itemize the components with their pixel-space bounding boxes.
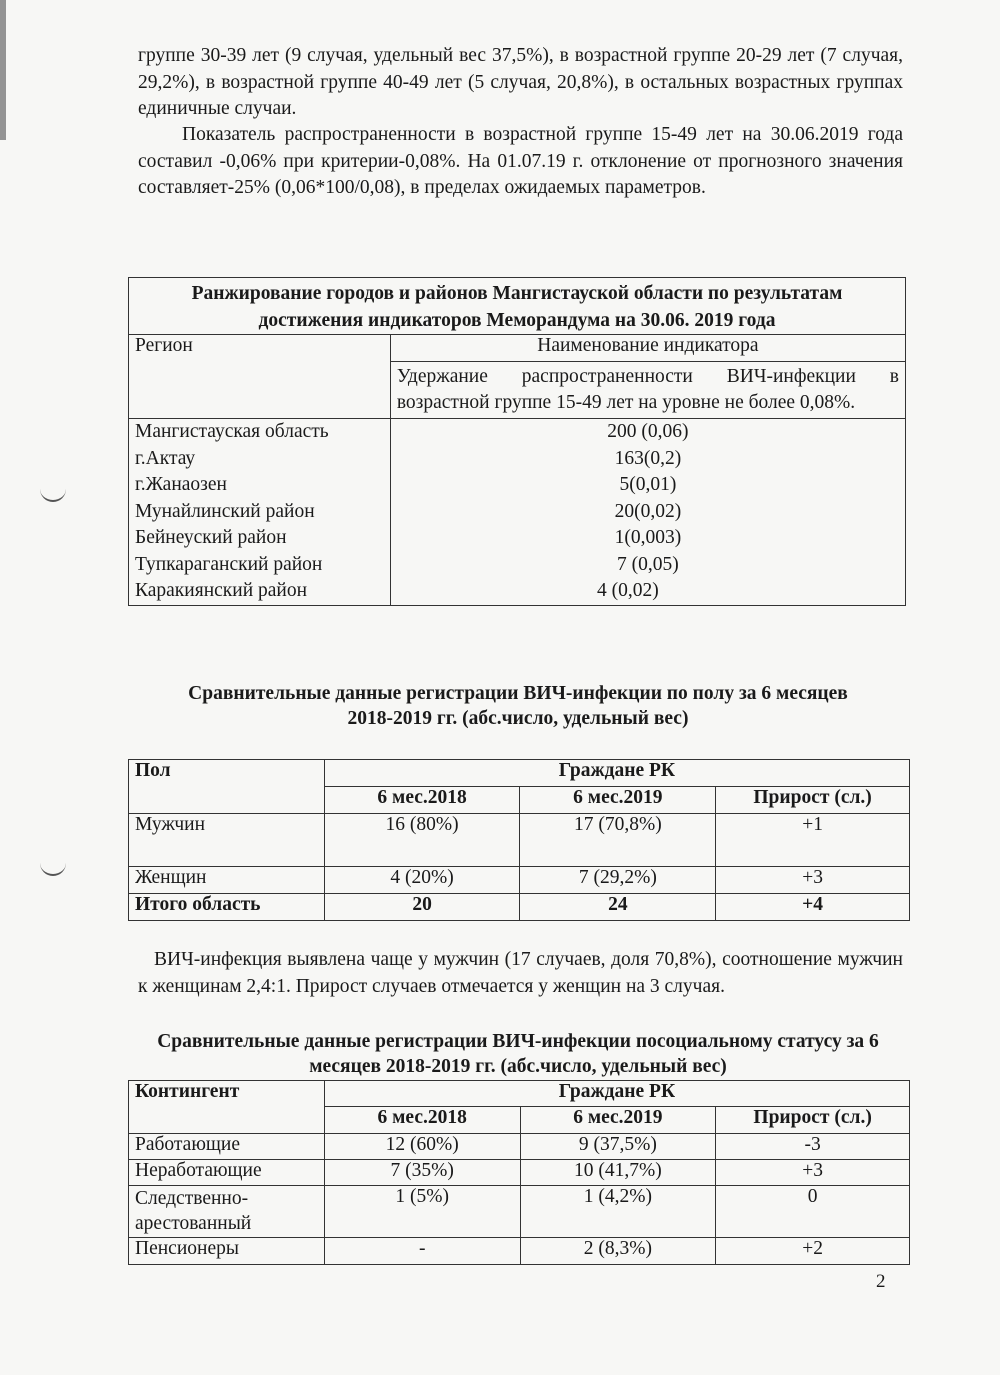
gender-table-title: Сравнительные данные регистрации ВИЧ-инфекции по полу за 6 месяцев 2018-2019 гг. (абс.число, удельный вес) — [188, 683, 848, 729]
total-2019: 24 — [520, 894, 716, 921]
value-growth: +3 — [716, 867, 910, 894]
value-2019: 17 (70,8%) — [520, 814, 716, 867]
value-growth: +3 — [716, 1160, 910, 1186]
table-row — [129, 1160, 910, 1186]
col-indicator-header: Наименование индикатора — [390, 335, 905, 362]
paragraph-gender-summary: ВИЧ-инфекция выявлена чаще у мужчин (17 случаев, доля 70,8%), соотношение мужчин к женщинам 2,4:1. Прирост случаев отмечается у женщин на 3 случая. — [138, 949, 903, 997]
value-growth: 0 — [716, 1186, 910, 1238]
page-number: 2 — [876, 1271, 886, 1292]
region-name: Мангистауская область — [135, 421, 329, 442]
col-contingent-header: Контингент — [129, 1081, 325, 1134]
indicator-value: 20(0,02) — [614, 500, 682, 522]
value-2019: 10 (41,7%) — [520, 1160, 716, 1186]
value-2019: 2 (8,3%) — [520, 1238, 716, 1265]
row-label: Работающие — [129, 1134, 325, 1160]
col-gender-header: Пол — [129, 760, 325, 814]
table-row — [129, 1134, 910, 1160]
paragraph-prevalence: Показатель распространенности в возрастной группе 15-49 лет на 30.06.2019 года составил -0,06% при критерии-0,08%. На 01.07.19 г. отклонение от прогнозного значения составляет-25% (0,06*100/0,08), в пределах ожидаемых параметров. — [138, 124, 903, 198]
indicator-description: Удержание распространенности ВИЧ-инфекции в возрастной группе 15-49 лет на уровне не более 0,08%. — [390, 362, 905, 419]
row-label: Пенсионеры — [129, 1238, 325, 1265]
gender-table — [128, 759, 910, 921]
total-2018: 20 — [324, 894, 520, 921]
citizens-group-header: Граждане РК — [324, 1081, 909, 1107]
binder-hole-mark — [40, 488, 66, 502]
table-row — [129, 1186, 910, 1238]
ranking-table — [128, 277, 906, 606]
col-2019-header: 6 мес.2019 — [520, 787, 716, 814]
table-row — [129, 814, 910, 867]
paragraph-age-groups: группе 30-39 лет (9 случая, удельный вес 37,5%), в возрастной группе 20-29 лет (7 случая, 29,2%), в возрастной группе 40-49 лет (5 случая, 20,8%), в остальных возрастных группах единичные случаи. — [138, 45, 903, 119]
col-2019-header: 6 мес.2019 — [520, 1107, 716, 1134]
binder-hole-mark — [40, 862, 66, 876]
region-name: Тупкараганский район — [135, 553, 323, 575]
region-name: Каракиянский район — [135, 580, 308, 601]
value-growth: -3 — [716, 1134, 910, 1160]
value-2018: 7 (35%) — [324, 1160, 520, 1186]
indicator-value: 7 (0,05) — [617, 553, 679, 575]
value-2019: 7 (29,2%) — [520, 867, 716, 894]
social-status-table — [128, 1080, 910, 1265]
col-growth-header: Прирост (сл.) — [716, 787, 910, 814]
region-name: г.Жанаозен — [135, 474, 227, 495]
region-name: Мунайлинский район — [135, 500, 315, 522]
scan-edge-mark — [0, 0, 6, 140]
indicator-value: 200 (0,06) — [607, 421, 689, 442]
col-2018-header: 6 мес.2018 — [324, 1107, 520, 1134]
value-2018: 1 (5%) — [324, 1186, 520, 1238]
row-label: Неработающие — [129, 1160, 325, 1186]
value-2018: 16 (80%) — [324, 814, 520, 867]
value-2018: 4 (20%) — [324, 867, 520, 894]
table-row — [129, 1238, 910, 1265]
region-name: г.Актау — [135, 447, 196, 469]
indicator-value: 4 (0,02) — [597, 580, 659, 601]
region-name: Бейнеуский район — [135, 527, 287, 548]
value-2018: - — [324, 1238, 520, 1265]
col-region-header: Регион — [129, 335, 391, 419]
value-2019: 1 (4,2%) — [520, 1186, 716, 1238]
region-list — [129, 419, 391, 606]
citizens-group-header: Граждане РК — [324, 760, 909, 787]
indicator-value-list — [390, 419, 905, 606]
indicator-value: 1(0,003) — [614, 527, 682, 548]
row-label: Следственно-арестованный — [129, 1186, 325, 1238]
value-growth: +2 — [716, 1238, 910, 1265]
value-growth: +1 — [716, 814, 910, 867]
indicator-value: 5(0,01) — [619, 474, 677, 495]
total-growth: +4 — [716, 894, 910, 921]
total-row — [129, 894, 910, 921]
ranking-table-title: Ранжирование городов и районов Мангистауской области по результатам достижения индикаторов Меморандума на 30.06. 2019 года — [129, 278, 906, 335]
table-row — [129, 867, 910, 894]
row-label: Женщин — [129, 867, 325, 894]
row-label: Мужчин — [129, 814, 325, 867]
total-label: Итого область — [129, 894, 325, 921]
value-2018: 12 (60%) — [324, 1134, 520, 1160]
col-growth-header: Прирост (сл.) — [716, 1107, 910, 1134]
col-2018-header: 6 мес.2018 — [324, 787, 520, 814]
value-2019: 9 (37,5%) — [520, 1134, 716, 1160]
indicator-value: 163(0,2) — [614, 447, 682, 469]
social-table-title: Сравнительные данные регистрации ВИЧ-инфекции посоциальному статусу за 6 месяцев 2018-2019 гг. (абс.число, удельный вес) — [157, 1031, 879, 1077]
